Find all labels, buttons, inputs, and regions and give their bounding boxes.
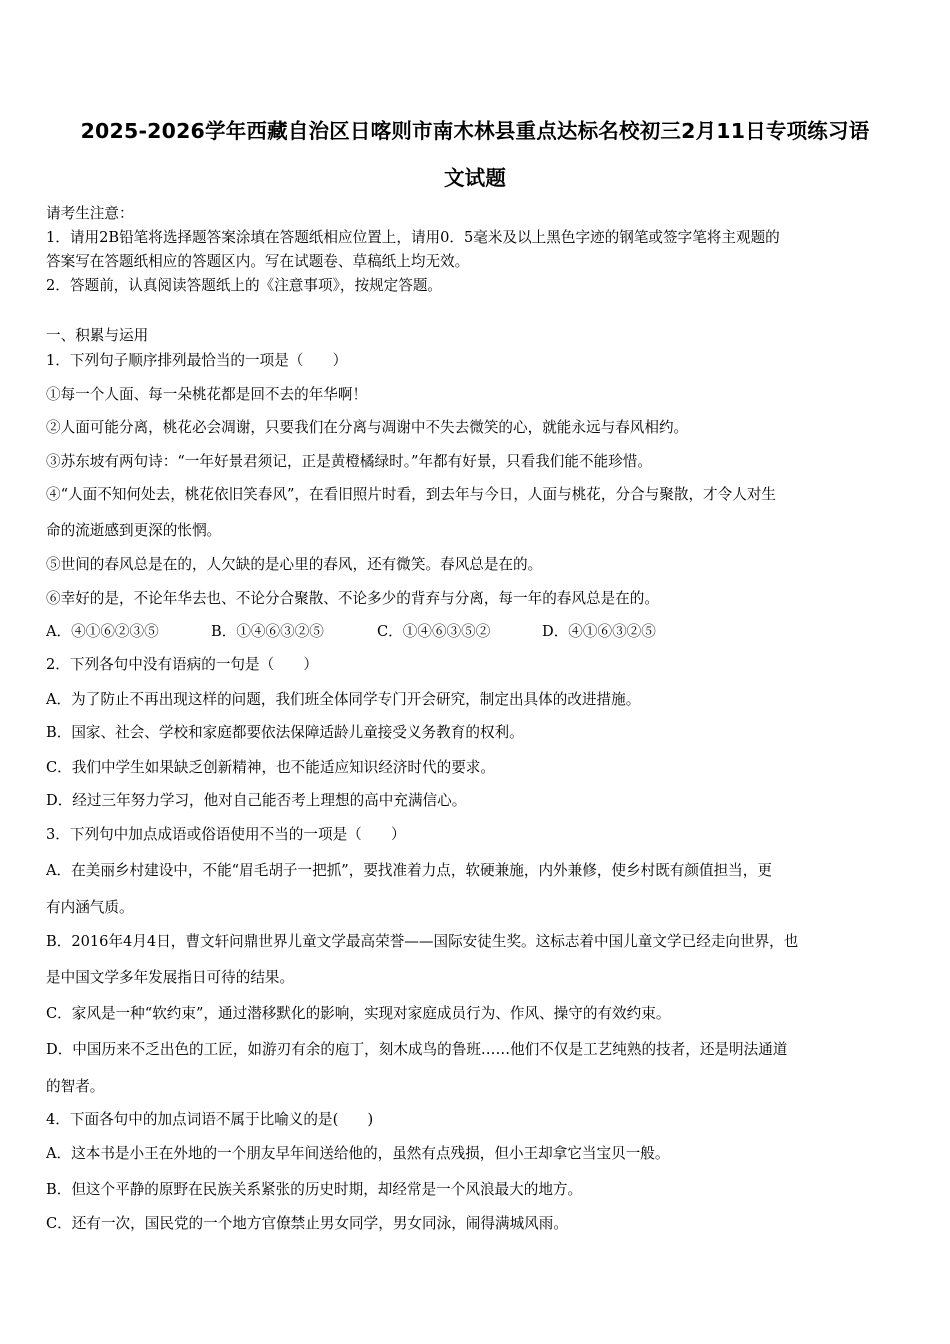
question-3-option-b-line1[interactable]: B．2016年4月4日，曹文轩问鼎世界儿童文学最高荣誉——国际安徒生奖。这标志着中国儿童文学已经走向世界，也 <box>46 933 799 950</box>
question-4-option-a[interactable]: A．这本书是小王在外地的一个朋友早年间送给他的，虽然有点残损，但小王却拿它当宝贝一般。 <box>46 1145 670 1162</box>
question-1-option-b[interactable]: B．①④⑥③②⑤ <box>211 623 324 640</box>
question-4-option-b[interactable]: B．但这个平静的原野在民族关系紧张的历史时期，却经常是一个风浪最大的地方。 <box>46 1181 583 1198</box>
question-3-option-c[interactable]: C．家风是一种“软约束”，通过潜移默化的影响，实现对家庭成员行为、作风、操守的有效约束。 <box>46 1005 671 1022</box>
question-2-option-d[interactable]: D．经过三年努力学习，他对自己能否考上理想的高中充满信心。 <box>46 792 467 809</box>
question-1-sentence-4-line2: 命的流逝感到更深的怅惘。 <box>46 522 222 539</box>
question-1-stem: 1．下列句子顺序排列最恰当的一项是（ ） <box>46 352 348 369</box>
notice-item-1-line2: 答案写在答题纸相应的答题区内。写在试题卷、草稿纸上均无效。 <box>46 253 470 270</box>
question-1-sentence-1: ①每一个人面、每一朵桃花都是回不去的年华啊！ <box>46 386 368 403</box>
question-2-option-a[interactable]: A．为了防止不再出现这样的问题，我们班全体同学专门开会研究，制定出具体的改进措施。 <box>46 691 641 708</box>
question-2-option-b[interactable]: B．国家、社会、学校和家庭都要依法保障适龄儿童接受义务教育的权利。 <box>46 724 524 741</box>
question-3-option-d-line2[interactable]: 的智者。 <box>46 1078 105 1095</box>
notice-item-1-line1: 1．请用2B铅笔将选择题答案涂填在答题纸相应位置上，请用0．5毫米及以上黑色字迹的钢笔或签字笔将主观题的 <box>46 229 780 246</box>
question-1-sentence-5: ⑤世间的春风总是在的，人欠缺的是心里的春风，还有微笑。春风总是在的。 <box>46 556 543 573</box>
question-3-option-a-line2[interactable]: 有内涵气质。 <box>46 899 134 916</box>
notice-item-2: 2．答题前，认真阅读答题纸上的《注意事项》，按规定答题。 <box>46 277 443 294</box>
question-3-option-d-line1[interactable]: D．中国历来不乏出色的工匠，如游刃有余的庖丁，刻木成鸟的鲁班……他们不仅是工艺纯熟的技者，还是明法通道 <box>46 1041 788 1058</box>
question-1-option-c[interactable]: C．①④⑥③⑤② <box>377 623 491 640</box>
question-1-sentence-4-line1: ④“人面不知何处去，桃花依旧笑春风”，在看旧照片时看，到去年与今日，人面与桃花，分合与聚散，才令人对生 <box>46 486 777 503</box>
question-4-stem: 4．下面各句中的加点词语不属于比喻义的是( ) <box>46 1111 374 1128</box>
notice-heading: 请考生注意： <box>46 205 134 222</box>
question-1-sentence-6: ⑥幸好的是，不论年华去也、不论分合聚散、不论多少的背弃与分离，每一年的春风总是在的。 <box>46 590 659 607</box>
question-3-stem: 3．下列句中加点成语或俗语使用不当的一项是（ ） <box>46 826 406 843</box>
question-2-option-c[interactable]: C．我们中学生如果缺乏创新精神，也不能适应知识经济时代的要求。 <box>46 759 495 776</box>
exam-title-line1: 2025-2026学年西藏自治区日喀则市南木林县重点达标名校初三2月11日专项练习语 <box>80 119 870 143</box>
question-3-option-a-line1[interactable]: A．在美丽乡村建设中，不能“眉毛胡子一把抓”，要找准着力点，软硬兼施，内外兼修，使乡村既有颜值担当，更 <box>46 862 772 879</box>
question-1-option-a[interactable]: A．④①⑥②③⑤ <box>46 623 159 640</box>
question-2-stem: 2．下列各句中没有语病的一句是（ ） <box>46 656 318 673</box>
question-1-sentence-3: ③苏东坡有两句诗：“一年好景君须记，正是黄橙橘绿时。”年都有好景，只看我们能不能珍惜。 <box>46 453 652 470</box>
exam-title-line2: 文试题 <box>443 166 507 190</box>
section-heading: 一、积累与运用 <box>46 327 149 344</box>
question-3-option-b-line2[interactable]: 是中国文学多年发展指日可待的结果。 <box>46 969 295 986</box>
question-4-option-c[interactable]: C．还有一次，国民党的一个地方官僚禁止男女同学，男女同泳，闹得满城风雨。 <box>46 1215 568 1232</box>
question-1-sentence-2: ②人面可能分离，桃花必会凋谢，只要我们在分离与凋谢中不失去微笑的心，就能永远与春风相约。 <box>46 419 689 436</box>
question-1-option-d[interactable]: D．④①⑥③②⑤ <box>542 623 656 640</box>
